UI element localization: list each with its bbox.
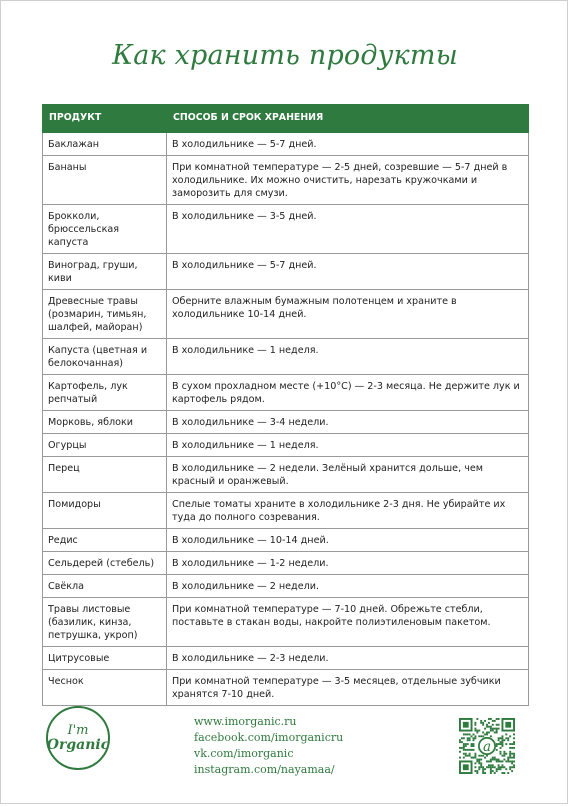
storage-cell: В холодильнике — 10-14 дней. [167, 529, 529, 552]
storage-cell: В сухом прохладном месте (+10°C) — 2-3 месяца. Не держите лук и картофель рядом. [167, 375, 529, 411]
page-title: Как хранить продукты [112, 40, 458, 71]
product-cell: Огурцы [43, 434, 167, 457]
storage-cell: В холодильнике — 1-2 недели. [167, 552, 529, 575]
header-storage: СПОСОБ И СРОК ХРАНЕНИЯ [167, 105, 529, 132]
table-row [43, 411, 529, 434]
qr-code-icon [459, 718, 515, 774]
product-cell: Баклажан [43, 131, 167, 156]
table-row [43, 434, 529, 457]
product-cell: Перец [43, 457, 167, 493]
product-cell: Свёкла [43, 575, 167, 598]
storage-cell: В холодильнике — 2 недели. Зелёный хранится дольше, чем красный и оранжевый. [167, 457, 529, 493]
product-cell: Помидоры [43, 493, 167, 529]
product-cell: Картофель, лук репчатый [43, 375, 167, 411]
storage-cell: В холодильнике — 5-7 дней. [167, 254, 529, 290]
table-row [43, 375, 529, 411]
product-cell: Сельдерей (стебель) [43, 552, 167, 575]
storage-cell: В холодильнике — 1 неделя. [167, 339, 529, 375]
storage-cell: В холодильнике — 2-3 недели. [167, 647, 529, 670]
table-row [43, 254, 529, 290]
storage-cell: В холодильнике — 2 недели. [167, 575, 529, 598]
storage-cell: В холодильнике — 5-7 дней. [167, 131, 529, 156]
table-row [43, 131, 529, 156]
table-header-row [43, 105, 529, 132]
table-row [43, 493, 529, 529]
product-cell: Чеснок [43, 670, 167, 706]
table-row [43, 457, 529, 493]
table-row [43, 647, 529, 670]
product-cell: Редис [43, 529, 167, 552]
link-instagram[interactable]: instagram.com/nayamaa/ [194, 763, 335, 776]
table-row [43, 339, 529, 375]
product-cell: Виноград, груши, киви [43, 254, 167, 290]
header-product: ПРОДУКТ [43, 105, 167, 132]
product-cell: Бананы [43, 156, 167, 205]
table-row [43, 205, 529, 254]
link-facebook[interactable]: facebook.com/imorganicru [194, 731, 344, 744]
table-row [43, 598, 529, 647]
storage-cell: Оберните влажным бумажным полотенцем и храните в холодильнике 10-14 дней. [167, 290, 529, 339]
table-row [43, 575, 529, 598]
product-cell: Цитрусовые [43, 647, 167, 670]
storage-cell: В холодильнике — 3-4 недели. [167, 411, 529, 434]
link-vk[interactable]: vk.com/imorganic [194, 747, 294, 760]
imorganic-logo [46, 706, 110, 770]
product-cell: Капуста (цветная и белокочанная) [43, 339, 167, 375]
table-row [43, 290, 529, 339]
qr-center-letter: a [482, 738, 492, 755]
storage-cell: При комнатной температуре — 2-5 дней, созревшие — 5-7 дней в холодильнике. Их можно очистить, нарезать кружочками и заморозить для смузи. [167, 156, 529, 205]
product-cell: Древесные травы (розмарин, тимьян, шалфей, майоран) [43, 290, 167, 339]
table-row [43, 156, 529, 205]
table-row [43, 529, 529, 552]
product-cell: Травы листовые (базилик, кинза, петрушка, укроп) [43, 598, 167, 647]
product-cell: Морковь, яблоки [43, 411, 167, 434]
link-website[interactable]: www.imorganic.ru [194, 715, 297, 728]
logo-line2: Organic [46, 736, 110, 753]
storage-table [42, 104, 529, 706]
storage-cell: В холодильнике — 3-5 дней. [167, 205, 529, 254]
storage-cell: При комнатной температуре — 3-5 месяцев, отдельные зубчики хранятся 7-10 дней. [167, 670, 529, 706]
table-row [43, 552, 529, 575]
product-cell: Брокколи, брюссельская капуста [43, 205, 167, 254]
logo-line1: I'm [67, 722, 89, 738]
footer-links [194, 714, 343, 778]
storage-cell: При комнатной температуре — 7-10 дней. Обрежьте стебли, поставьте в стакан воды, накройте полиэтиленовым пакетом. [167, 598, 529, 647]
storage-cell: В холодильнике — 1 неделя. [167, 434, 529, 457]
storage-cell: Спелые томаты храните в холодильнике 2-3 дня. Не убирайте их туда до полного созревания. [167, 493, 529, 529]
table-row [43, 670, 529, 706]
